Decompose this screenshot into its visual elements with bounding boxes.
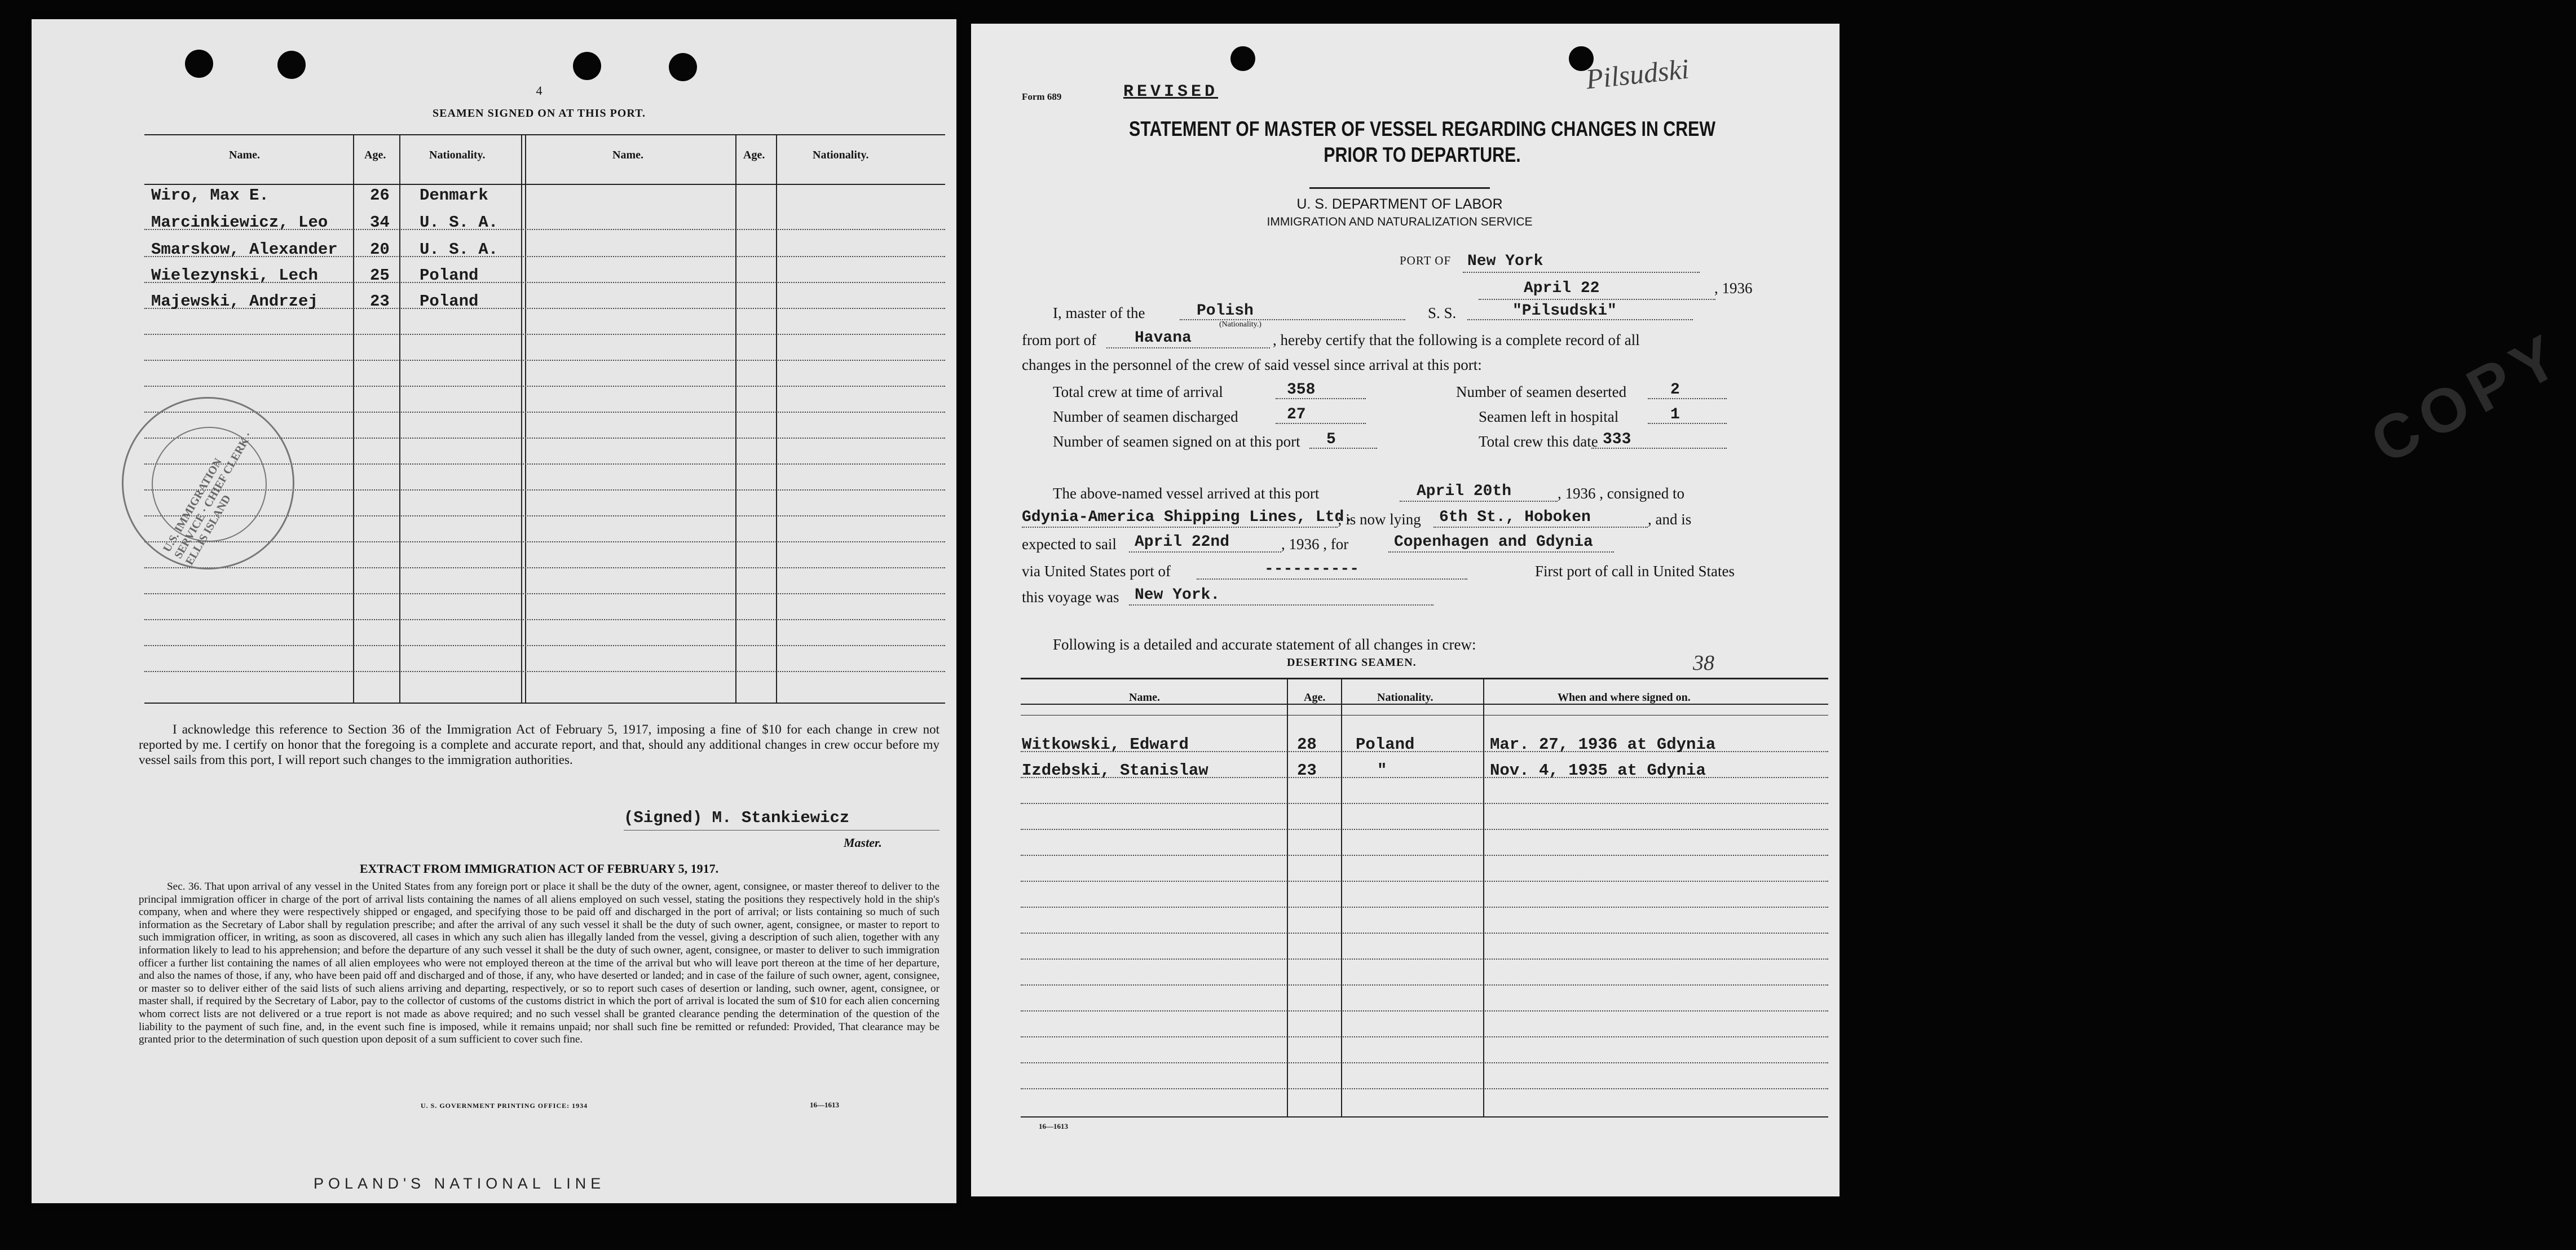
following-text: Following is a detailed and accurate statement of all changes in crew: xyxy=(1053,636,1476,653)
total-crew-arrival-value: 358 xyxy=(1287,381,1316,399)
desert-col-signed-on: When and where signed on. xyxy=(1558,691,1691,704)
master-caption: Master. xyxy=(844,836,882,850)
lying-value: 6th St., Hoboken xyxy=(1439,509,1591,526)
expected-value: April 22nd xyxy=(1135,533,1230,551)
revised-stamp: REVISED xyxy=(1123,82,1219,101)
consigned-label: , 1936 , consigned to xyxy=(1558,485,1684,502)
arrived-label: The above-named vessel arrived at this port xyxy=(1053,485,1320,502)
port-of-value: New York xyxy=(1467,253,1543,270)
signed-on-label: Number of seamen signed on at this port xyxy=(1053,433,1300,450)
desert-col-name: Name. xyxy=(1129,691,1160,704)
ss-label: S. S. xyxy=(1428,304,1457,321)
desert-row-signed-on: Mar. 27, 1936 at Gdynia xyxy=(1490,735,1716,754)
table-row-nationality: Denmark xyxy=(420,186,488,205)
table-row-nationality: U. S. A. xyxy=(420,240,499,259)
handwritten-count: 38 xyxy=(1693,651,1714,675)
form-title-line2: PRIOR TO DEPARTURE. xyxy=(1324,143,1521,166)
acknowledgement-text: I acknowledge this reference to Section 36 of the Immigration Act of February 5, 1917, imposing a fine of $10 for each change in crew not reported by me. I certify on honor that the foregoing is a complete and accurate report, and that, should any additional changes in crew occur before my vessel sails from this port, I will report such changes to the immigration authorities. xyxy=(139,722,939,767)
desert-row-name: Witkowski, Edward xyxy=(1022,735,1189,754)
right-form-code: 16—1613 xyxy=(1039,1122,1068,1130)
form-number: Form 689 xyxy=(1022,91,1062,102)
table-row-age: 26 xyxy=(370,186,390,205)
punch-hole xyxy=(277,51,306,79)
col-header-nationality: Nationality. xyxy=(429,149,486,161)
signature: (Signed) M. Stankiewicz xyxy=(624,809,850,827)
footer-brand: POLAND'S NATIONAL LINE xyxy=(314,1175,606,1192)
certify-text: , hereby certify that the following is a complete record of all xyxy=(1273,332,1640,348)
desert-row-nationality: " xyxy=(1377,761,1387,780)
discharged-value: 27 xyxy=(1287,406,1306,423)
voyage-label: this voyage was xyxy=(1022,589,1119,606)
consignee-value: Gdynia-America Shipping Lines, Ltd. xyxy=(1022,509,1354,526)
table-row-name: Marcinkiewicz, Leo xyxy=(151,213,328,232)
department-name: U. S. DEPARTMENT OF LABOR xyxy=(1296,196,1503,212)
desert-row-name: Izdebski, Stanislaw xyxy=(1022,761,1208,780)
ship-name: "Pilsudski" xyxy=(1512,302,1617,320)
service-name: IMMIGRATION AND NATURALIZATION SERVICE xyxy=(1267,215,1533,228)
col-header-nationality-2: Nationality. xyxy=(813,149,869,161)
nationality-value: Polish xyxy=(1197,302,1254,320)
table-row-nationality: Poland xyxy=(420,266,479,285)
desert-col-nationality: Nationality. xyxy=(1377,691,1433,704)
table-row-name: Wiro, Max E. xyxy=(151,186,269,205)
punch-hole xyxy=(573,52,601,80)
via-label: via United States port of xyxy=(1022,563,1171,580)
page-number: 4 xyxy=(536,83,542,98)
form-title-line1: STATEMENT OF MASTER OF VESSEL REGARDING CHANGES IN CREW xyxy=(1128,117,1716,140)
changes-text: changes in the personnel of the crew of said vessel since arrival at this port: xyxy=(1022,356,1482,373)
desert-row-nationality: Poland xyxy=(1356,735,1415,754)
statement-year: , 1936 xyxy=(1714,280,1753,297)
col-header-name: Name. xyxy=(229,149,260,161)
extract-body: Sec. 36. That upon arrival of any vessel in the United States from any foreign port or place it shall be the duty of the owner, agent, consignee, or master thereof to deliver to the principal immigration officer in charge of the port of arrival lists containing the names of all aliens employed on such vessel, stating the positions they respectively hold in the ship's company, when and where they were respectively shipped or engaged, and specifying those to be paid off and discharged in the port of arrival; or lists containing so much of such information as the Secretary of Labor shall by regulation prescribe; and after the arrival of any such vessel it shall be the duty of such owner, agent, consignee, or master to report to such immigration officer, in writing, as soon as discovered, all cases in which any such alien has illegally landed from the vessel, giving a description of such alien, together with any information likely to lead to his apprehension; and before the departure of any such vessel it shall be the duty of such owner, agent, consignee, or master to deliver to such immigration officer a further list containing the names of all alien employees who were not employed thereon at the time of the arrival but who will leave port thereon at the time of her departure, and also the names of those, if any, who have been paid off and discharged and of those, if any, who have deserted or landed; and in case of the failure of such owner, agent, consignee, or master so to deliver either of the said lists of such aliens arriving and departing, respectively, or so to report such cases of desertion or landing, such owner, agent, consignee, or master shall, if required by the Secretary of Labor, pay to the collector of customs of the customs district in which the port of arrival is located the sum of $10 for each alien concerning whom correct lists are not delivered or a true report is not made as above required; and no such vessel shall be granted clearance pending the determination of the question of the liability to the payment of such fine, and, in the event such fine is imposed, while it remains unpaid; nor shall such fine be remitted or refunded: Provided, That clearance may be granted prior to the determination of such question upon deposit of a sum sufficient to cover such fine. xyxy=(139,881,939,1046)
handwritten-note: Pilsudski xyxy=(1584,52,1691,95)
table-row-name: Wielezynski, Lech xyxy=(151,266,318,285)
desert-row-age: 28 xyxy=(1297,735,1317,754)
voyage-value: New York. xyxy=(1135,586,1220,604)
left-section-heading: SEAMEN SIGNED ON AT THIS PORT. xyxy=(433,107,646,120)
left-form-code: 16—1613 xyxy=(810,1101,839,1109)
immigration-service-stamp: U.S. IMMIGRATION SERVICE · CHIEF CLERK · ELLIS ISLAND xyxy=(122,397,294,569)
deserted-label: Number of seamen deserted xyxy=(1456,383,1627,400)
nationality-caption: (Nationality.) xyxy=(1219,320,1261,329)
total-crew-date-label: Total crew this date xyxy=(1479,433,1598,450)
hospital-label: Seamen left in hospital xyxy=(1479,408,1619,425)
destination-value: Copenhagen and Gdynia xyxy=(1394,533,1593,551)
from-port-label: from port of xyxy=(1022,332,1096,348)
master-of-label: I, master of the xyxy=(1053,304,1145,321)
table-row-age: 34 xyxy=(370,213,390,232)
left-page xyxy=(32,19,956,1203)
first-port-label: First port of call in United States xyxy=(1535,563,1735,580)
total-crew-date-value: 333 xyxy=(1603,431,1631,448)
table-row-name: Smarskow, Alexander xyxy=(151,240,338,259)
from-port-value: Havana xyxy=(1135,329,1192,347)
table-row-age: 20 xyxy=(370,240,390,259)
discharged-label: Number of seamen discharged xyxy=(1053,408,1238,425)
signed-on-value: 5 xyxy=(1326,431,1336,448)
printing-office-note: U. S. GOVERNMENT PRINTING OFFICE: 1934 xyxy=(421,1102,588,1110)
col-header-age-2: Age. xyxy=(743,149,765,161)
right-page xyxy=(971,24,2576,1196)
punch-hole xyxy=(669,53,697,81)
and-is-text: , and is xyxy=(1648,511,1692,528)
desert-row-signed-on: Nov. 4, 1935 at Gdynia xyxy=(1490,761,1706,780)
desert-col-age: Age. xyxy=(1304,691,1326,704)
col-header-name-2: Name. xyxy=(612,149,643,161)
expected-label: expected to sail xyxy=(1022,536,1117,553)
port-of-label: PORT OF xyxy=(1400,254,1452,267)
for-label: , 1936 , for xyxy=(1281,536,1349,553)
table-row-name: Majewski, Andrzej xyxy=(151,292,318,311)
desert-row-age: 23 xyxy=(1297,761,1317,780)
table-row-nationality: U. S. A. xyxy=(420,213,499,232)
table-row-age: 25 xyxy=(370,266,390,285)
deserted-value: 2 xyxy=(1670,381,1680,399)
via-value: ---------- xyxy=(1264,560,1360,578)
arrived-value: April 20th xyxy=(1417,483,1512,500)
total-crew-arrival-label: Total crew at time of arrival xyxy=(1053,383,1223,400)
punch-hole xyxy=(1230,46,1255,71)
copy-stamp: COPY xyxy=(2359,318,2576,478)
table-row-age: 23 xyxy=(370,292,390,311)
hospital-value: 1 xyxy=(1670,406,1680,423)
col-header-age: Age. xyxy=(364,149,386,161)
extract-title: EXTRACT FROM IMMIGRATION ACT OF FEBRUARY 5, 1917. xyxy=(359,862,719,876)
statement-date: April 22 xyxy=(1524,280,1600,297)
lying-label: ; is now lying xyxy=(1338,511,1421,528)
deserting-heading: DESERTING SEAMEN. xyxy=(1287,656,1417,669)
punch-hole xyxy=(185,50,213,78)
table-row-nationality: Poland xyxy=(420,292,479,311)
